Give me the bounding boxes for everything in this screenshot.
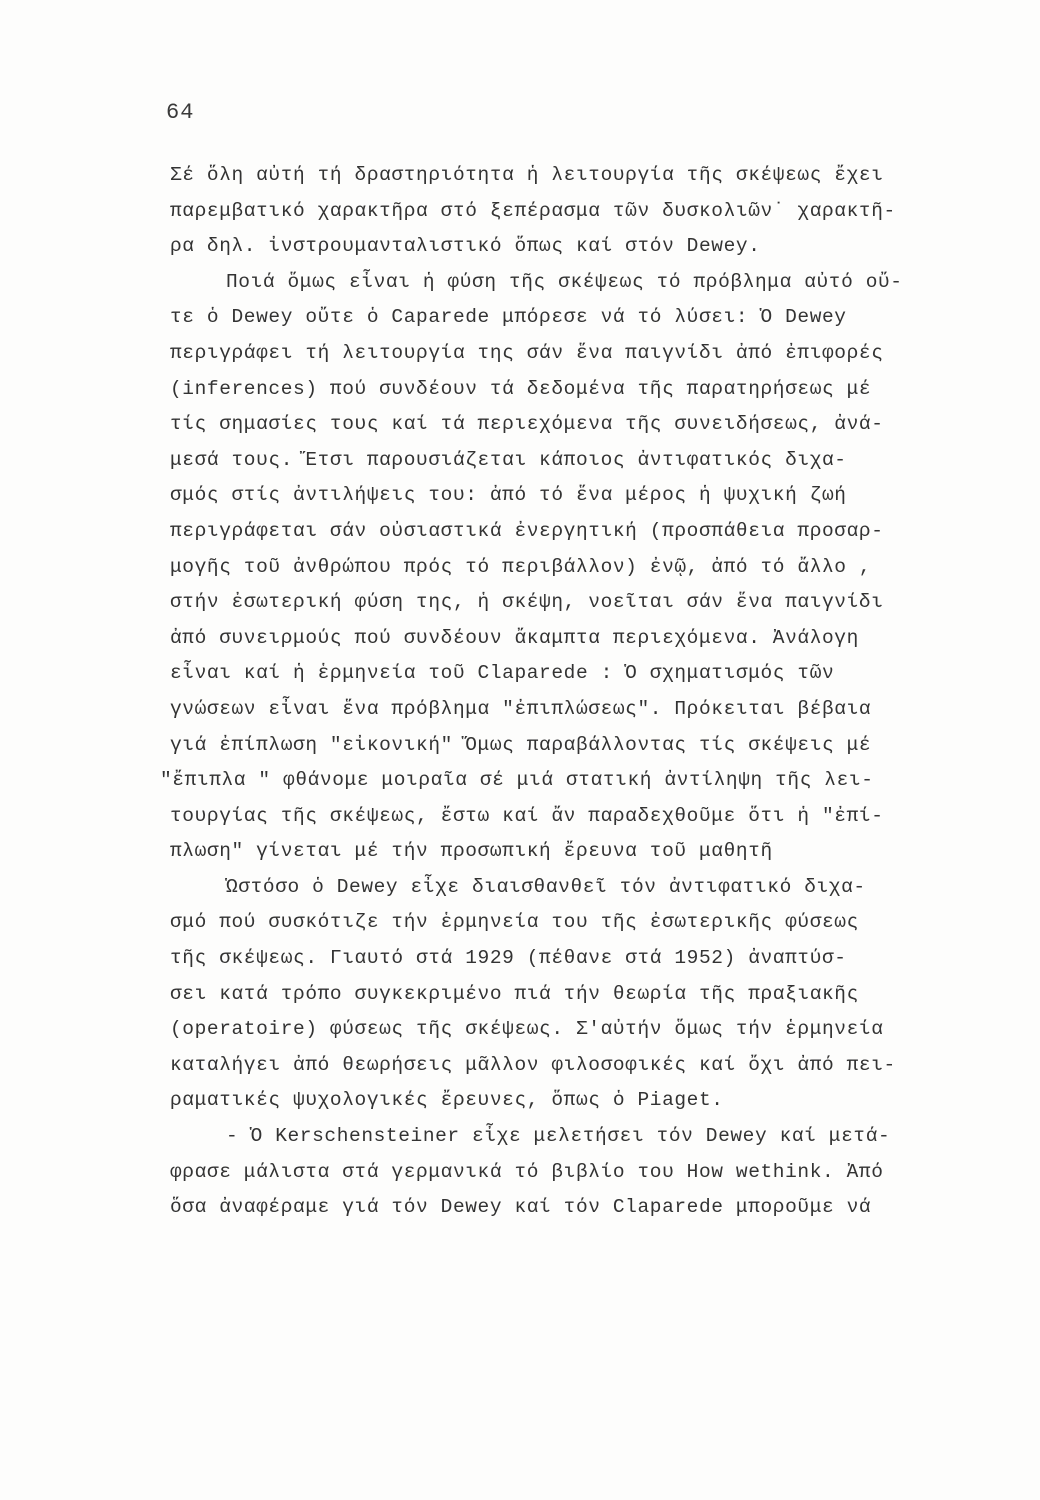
text-line: ραματικές ψυχολογικές ἔρευνες, ὅπως ὁ Piaget. bbox=[170, 1089, 724, 1112]
text-line: Ποιά ὅμως εἶναι ἡ φύση τῆς σκέψεως τό πρόβλημα αὐτό οὔ- bbox=[226, 270, 903, 293]
text-line: εἶναι καί ἡ ἑρμηνεία τοῦ Claparede : Ὁ σχηματισμός τῶν bbox=[170, 662, 835, 685]
text-line: ἀπό συνειρμούς πού συνδέουν ἄκαμπτα περιεχόμενα. Ἀνάλογη bbox=[170, 626, 859, 649]
text-line: τε ὁ Dewey οὔτε ὁ Caparede μπόρεσε νά τό λύσει: Ὁ Dewey bbox=[170, 306, 847, 329]
text-line: τῆς σκέψεως. Γιαυτό στά 1929 (πέθανε στά 1952) ἀναπτύσ- bbox=[170, 947, 847, 970]
text-line: Σέ ὅλη αὐτή τή δραστηριότητα ἡ λειτουργία τῆς σκέψεως ἔχει bbox=[170, 164, 884, 186]
text-line: - Ὁ Kerschensteiner εἶχε μελετήσει τόν Dewey καί μετά- bbox=[226, 1125, 891, 1148]
text-line: σει κατά τρόπο συγκεκριμένο πιά τήν θεωρία τῆς πραξιακῆς bbox=[170, 982, 859, 1005]
text-line: Ὡστόσο ὁ Dewey εἶχε διαισθανθεῖ τόν ἀντιφατικό διχα- bbox=[226, 875, 866, 898]
text-line: ρα δηλ. ἰνστρουμανταλιστικό ὅπως καί στόν Dewey. bbox=[170, 235, 761, 258]
text-line: (operatoire) φύσεως τῆς σκέψεως. Σ'αὐτήν ὅμως τήν ἑρμηνεία bbox=[170, 1018, 884, 1041]
text-line: σμό πού συσκότιζε τήν ἑρμηνεία του τῆς ἐσωτερικῆς φύσεως bbox=[170, 911, 859, 934]
text-line: τουργίας τῆς σκέψεως, ἔστω καί ἄν παραδεχθοῦμε ὅτι ἡ "ἐπί- bbox=[170, 804, 884, 827]
text-line: (inferences) πού συνδέουν τά δεδομένα τῆς παρατηρήσεως μέ bbox=[170, 377, 872, 400]
text-line: παρεμβατικό χαρακτῆρα στό ξεπέρασμα τῶν δυσκολιῶν˙ χαρακτῆ- bbox=[170, 199, 896, 222]
text-line: μεσά τους. Ἔτσι παρουσιάζεται κάποιος ἀντιφατικός διχα- bbox=[170, 448, 847, 471]
text-line: περιγράφεται σάν οὐσιαστικά ἐνεργητική (προσπάθεια προσαρ- bbox=[170, 519, 884, 542]
text-line: "ἔπιπλα " φθάνομε μοιραῖα σέ μιά στατική ἀντίληψη τῆς λει- bbox=[160, 769, 874, 792]
text-line: καταλήγει ἀπό θεωρήσεις μᾶλλον φιλοσοφικές καί ὄχι ἀπό πει- bbox=[170, 1053, 896, 1076]
text-line: σμός στίς ἀντιλήψεις του: ἀπό τό ἕνα μέρος ἡ ψυχική ζωή bbox=[170, 484, 847, 507]
text-line: στήν ἐσωτερική φύση της, ἡ σκέψη, νοεῖται σάν ἕνα παιγνίδι bbox=[170, 591, 884, 614]
text-line: τίς σημασίες τους καί τά περιεχόμενα τῆς συνειδήσεως, ἀνά- bbox=[170, 413, 884, 436]
text-line: περιγράφει τή λειτουργία της σάν ἕνα παιγνίδι ἀπό ἐπιφορές bbox=[170, 341, 884, 364]
text-line: γιά ἐπίπλωση "εἰκονική" Ὅμως παραβάλλοντας τίς σκέψεις μέ bbox=[170, 733, 872, 756]
text-line: πλωση" γίνεται μέ τήν προσωπική ἔρευνα τοῦ μαθητῆ bbox=[170, 840, 773, 863]
text-line: ὅσα ἀναφέραμε γιά τόν Dewey καί τόν Claparede μποροῦμε νά bbox=[170, 1196, 872, 1219]
body-text bbox=[160, 158, 1000, 1226]
text-line: φρασε μάλιστα στά γερμανικά τό βιβλίο του How wethink. Ἀπό bbox=[170, 1160, 884, 1183]
page-number: 64 bbox=[166, 100, 195, 125]
text-line: μογῆς τοῦ ἀνθρώπου πρός τό περιβάλλον) ἐνῷ, ἀπό τό ἄλλο , bbox=[170, 555, 872, 578]
text-line: γνώσεων εἶναι ἕνα πρόβλημα "ἐπιπλώσεως". Πρόκειται βέβαια bbox=[170, 697, 872, 720]
